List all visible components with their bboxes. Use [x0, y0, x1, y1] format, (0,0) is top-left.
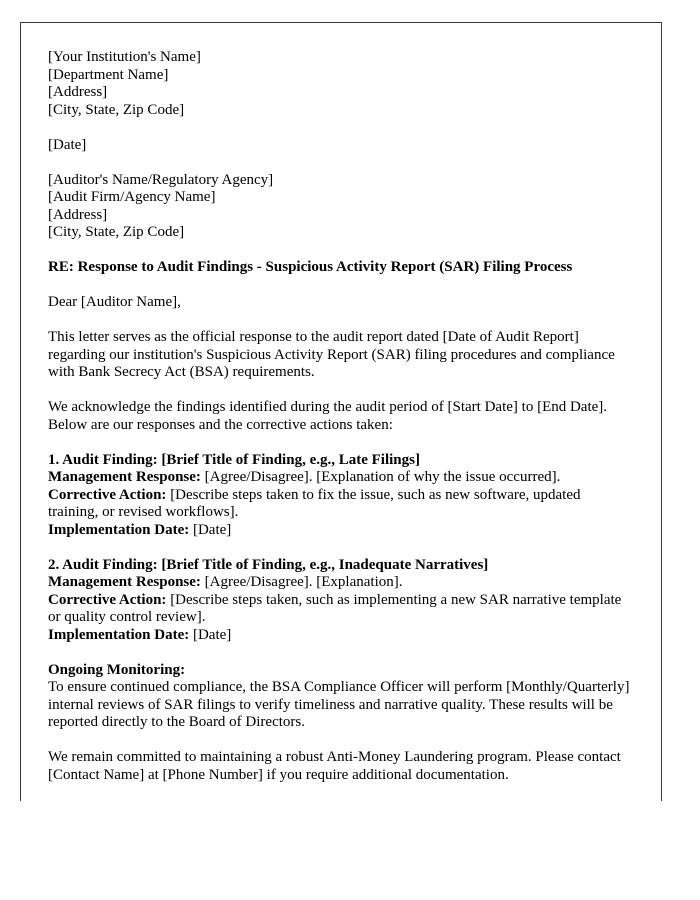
recipient-auditor-name: [Auditor's Name/Regulatory Agency] [48, 171, 274, 188]
management-response-text: [Agree/Disagree]. [Explanation]. [200, 574, 403, 590]
finding-1-title: 1. Audit Finding: [Brief Title of Finding, e.g., Late Filings] [48, 451, 420, 468]
sender-institution-name: [Your Institution's Name] [48, 49, 201, 65]
finding-1-management-response [48, 469, 631, 487]
corrective-action-text: [Describe steps taken, such as implementing a new SAR narrative template or quality control review]. [48, 591, 622, 625]
finding-1-corrective-action [48, 487, 631, 522]
implementation-date-text: [Date] [189, 626, 232, 643]
recipient-city-state-zip: [City, State, Zip Code] [48, 224, 185, 240]
finding-2-corrective-action [48, 592, 631, 627]
corrective-action-label: Corrective Action: [48, 591, 167, 608]
sender-address-block [48, 49, 631, 119]
recipient-address-block [48, 172, 631, 242]
corrective-action-label: Corrective Action: [48, 486, 167, 503]
salutation: Dear [Auditor Name], [48, 294, 181, 310]
closing-paragraph: We remain committed to maintaining a robust Anti-Money Laundering program. Please contact [Contact Name] at [Phone Number] if you require additional documentation. [48, 749, 621, 783]
finding-2-management-response [48, 574, 631, 592]
letter-date: [Date] [48, 136, 87, 153]
finding-section-1 [48, 452, 631, 540]
management-response-label: Management Response: [48, 469, 201, 485]
subject-line: RE: Response to Audit Findings - Suspicious Activity Report (SAR) Filing Process [48, 259, 573, 275]
implementation-date-label: Implementation Date: [48, 521, 190, 538]
ongoing-monitoring-section [48, 662, 631, 732]
acknowledgement-paragraph: We acknowledge the findings identified during the audit period of [Start Date] to [End Date]. Below are our responses and the corrective actions taken: [48, 399, 608, 433]
ongoing-monitoring-heading: Ongoing Monitoring: [48, 661, 186, 678]
sender-city-state-zip: [City, State, Zip Code] [48, 101, 185, 118]
recipient-firm-name: [Audit Firm/Agency Name] [48, 189, 216, 205]
implementation-date-text: [Date] [189, 521, 232, 538]
finding-1-implementation-date [48, 522, 631, 540]
finding-2-implementation-date [48, 627, 631, 645]
management-response-label: Management Response: [48, 574, 201, 590]
management-response-text: [Agree/Disagree]. [Explanation of why the issue occurred]. [200, 469, 561, 485]
recipient-address: [Address] [48, 206, 108, 223]
sender-department-name: [Department Name] [48, 66, 169, 83]
corrective-action-text: [Describe steps taken to fix the issue, such as new software, updated training, or revised workflows]. [48, 486, 581, 520]
intro-paragraph: This letter serves as the official response to the audit report dated [Date of Audit Report] regarding our institution's Suspicious Activity Report (SAR) filing procedures and compliance with Bank Secrecy Act (BSA) requirements. [48, 329, 615, 380]
letter-page [20, 22, 662, 801]
implementation-date-label: Implementation Date: [48, 626, 190, 643]
ongoing-monitoring-body: To ensure continued compliance, the BSA Compliance Officer will perform [Monthly/Quarterly] internal reviews of SAR filings to verify timeliness and narrative quality. These results will be reported directly to the Board of Directors. [48, 679, 630, 730]
sender-address: [Address] [48, 84, 108, 100]
finding-section-2 [48, 557, 631, 645]
finding-2-title: 2. Audit Finding: [Brief Title of Finding, e.g., Inadequate Narratives] [48, 556, 489, 573]
